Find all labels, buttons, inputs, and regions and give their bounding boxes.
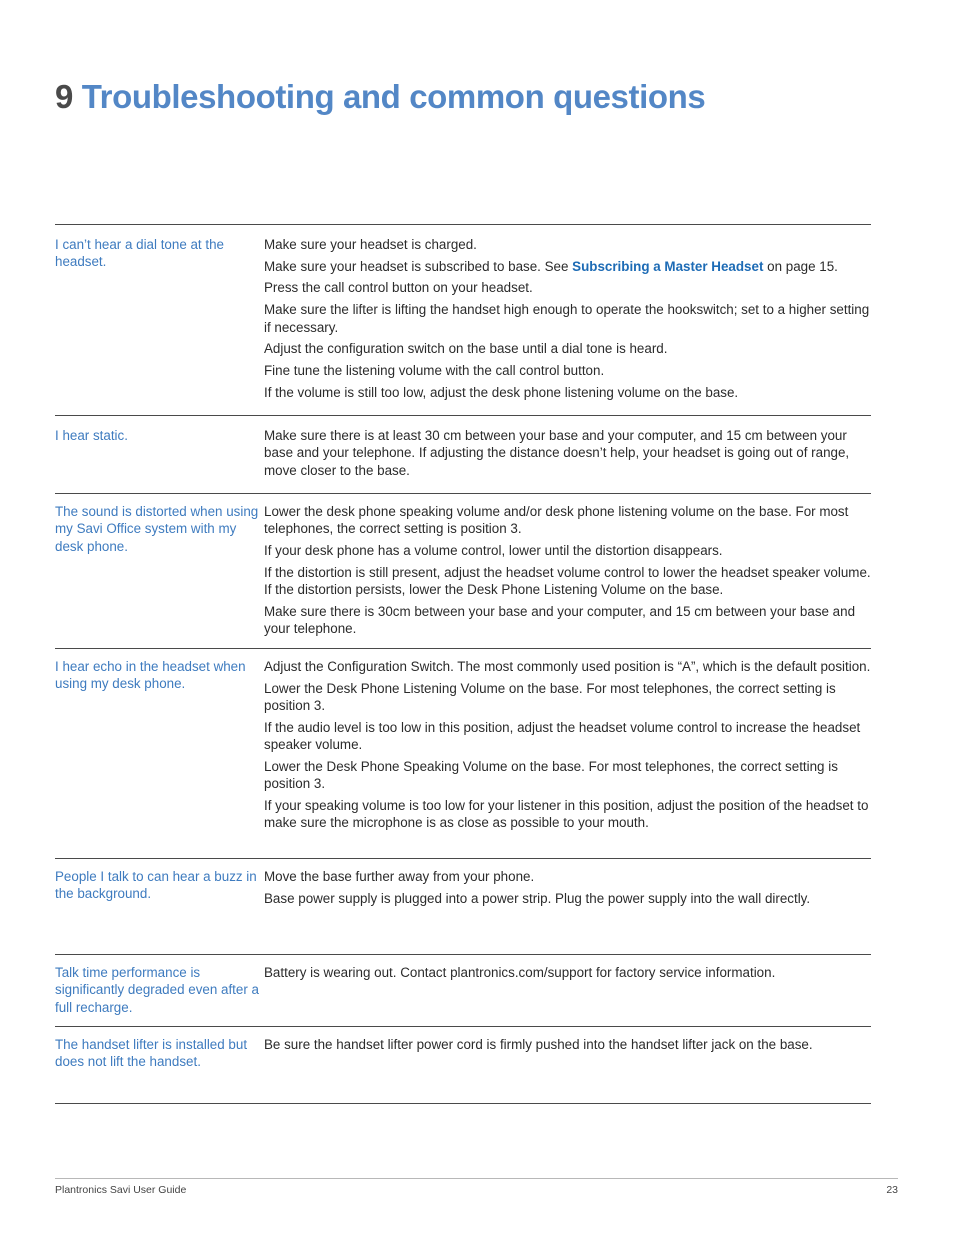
answer-cell [264,658,871,858]
answer-line: If your speaking volume is too low for your listener in this position, adjust the position of the headset to make sure the microphone is as close as possible to your mouth. [264,798,869,831]
answer-line: Make sure there is at least 30 cm between your base and your computer, and 15 cm between your base and your telephone. If adjusting the distance doesn’t help, your headset is going out of range, move closer to the base. [264,428,850,478]
question-cell: The handset lifter is installed but does not lift the handset. [55,1037,248,1070]
question-cell: I hear static. [55,428,128,443]
question-cell: Talk time performance is significantly degraded even after a full recharge. [55,965,259,1015]
answer-cell [264,1036,871,1103]
question-cell: I hear echo in the headset when using my desk phone. [55,659,246,692]
answer-line: Lower the Desk Phone Listening Volume on the base. For most telephones, the correct setting is position 3. [264,680,836,714]
cross-reference-link[interactable]: Subscribing a Master Headset [572,258,764,274]
answer-line: If the audio level is too low in this position, adjust the headset volume control to increase the headset speaker volume. [264,719,861,753]
question-cell: The sound is distorted when using my Savi Office system with my desk phone. [55,504,259,554]
chapter-number: 9 [55,78,73,115]
footer-guide-title: Plantronics Savi User Guide [55,1184,187,1196]
page-title [55,78,705,116]
troubleshooting-table [55,224,871,1104]
answer-line: If the distortion is still present, adjust the headset volume control to lower the headset speaker volume. If the distortion persists, lower the Desk Phone Listening Volume on the base. [264,564,871,598]
answer-line: Be sure the handset lifter power cord is firmly pushed into the handset lifter jack on the base. [264,1037,813,1052]
answer-line: If your desk phone has a volume control, lower until the distortion disappears. [264,543,723,559]
answer-line: Make sure there is 30cm between your base and your computer, and 15 cm between your base and your telephone. [264,603,856,637]
answer-text: on page 15. [763,258,838,274]
question-cell: I can’t hear a dial tone at the headset. [55,237,224,270]
answer-line: Adjust the Configuration Switch. The most commonly used position is “A”, which is the default position. [264,659,871,674]
question-cell: People I talk to can hear a buzz in the background. [55,869,257,902]
answer-line [264,258,871,275]
answer-line: Press the call control button on your headset. [264,280,533,296]
answer-cell [264,868,871,954]
answer-line: Fine tune the listening volume with the call control button. [264,362,605,378]
answer-line: Move the base further away from your phone. [264,869,535,884]
table-row [55,649,871,859]
answer-line: Base power supply is plugged into a power strip. Plug the power supply into the wall directly. [264,890,811,906]
answer-text: Make sure your headset is subscribed to base. See [264,258,573,274]
answer-line: If the volume is still too low, adjust the desk phone listening volume on the base. [264,384,739,400]
footer-divider [55,1178,898,1179]
table-row [55,494,871,649]
footer-page-number: 23 [886,1184,898,1196]
table-row [55,1027,871,1104]
table-row [55,859,871,955]
chapter-title: Troubleshooting and common questions [81,78,706,115]
answer-line: Lower the Desk Phone Speaking Volume on the base. For most telephones, the correct setting is position 3. [264,758,838,792]
answer-cell [264,503,871,648]
answer-line: Lower the desk phone speaking volume and/or desk phone listening volume on the base. For most telephones, the correct setting is position 3. [264,504,849,537]
table-row [55,416,871,494]
answer-cell [264,427,871,493]
answer-line: Adjust the configuration switch on the base until a dial tone is heard. [264,341,668,357]
table-row [55,225,871,416]
answer-cell [264,964,871,1026]
answer-line: Make sure your headset is charged. [264,237,477,252]
table-row [55,955,871,1027]
answer-line: Battery is wearing out. Contact plantronics.com/support for factory service information. [264,965,776,980]
answer-cell [264,236,871,415]
answer-line: Make sure the lifter is lifting the handset high enough to operate the hookswitch; set to a higher setting if necessary. [264,302,870,335]
